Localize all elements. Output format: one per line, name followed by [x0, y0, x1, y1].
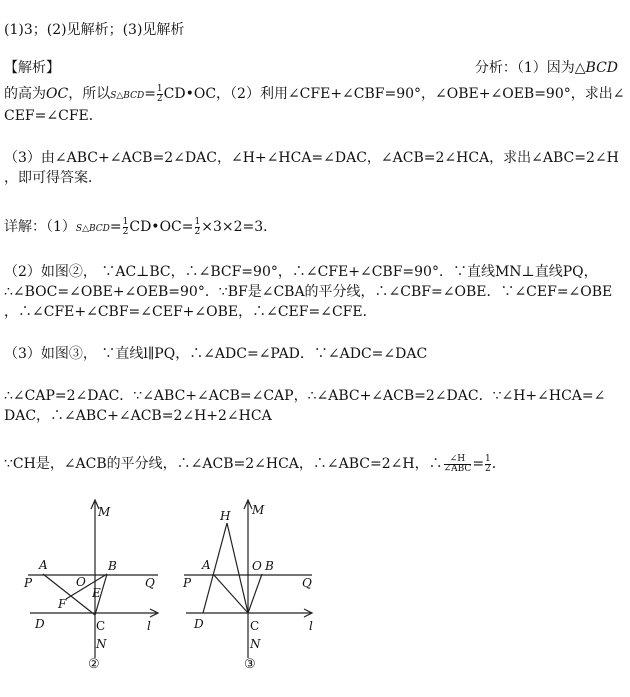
label-c: C: [250, 619, 260, 633]
analysis-line-2: CEF=∠CFE．: [4, 108, 103, 124]
analysis-line-4: ，即可得答案．: [4, 170, 102, 186]
part3-line-2: ∴∠CAP=2∠DAC．∵∠ABC+∠ACB=∠CAP，∴∠ABC+∠ACB=2∠DAC．∵∠H+∠HCA=∠: [4, 388, 606, 404]
label-p: P: [183, 576, 192, 590]
detail-line: 详解：（1）S△BCD= $\frac{1}{2}$ CD•OC= $\frac{1}{2}$ ×3×2=3．: [4, 216, 278, 237]
part2-line-3: ，∴∠CFE+∠CBF=∠CEF+∠OBE，∴∠CEF=∠CFE．: [4, 304, 377, 320]
figure-3-caption: ③: [244, 657, 256, 672]
analysis-line-3: （3）由∠ABC+∠ACB=2∠DAC，∠H+∠HCA=∠DAC，∠ACB=2∠HCA，求出∠ABC=2∠H: [4, 150, 619, 166]
segment-hc: [227, 523, 248, 613]
label-e: E: [92, 586, 101, 600]
label-c: C: [96, 619, 106, 633]
label-l: l: [309, 619, 313, 633]
answer-line: (1)3；(2)见解析；(3)见解析: [4, 22, 185, 38]
label-o: O: [252, 559, 262, 573]
label-l: l: [147, 619, 151, 633]
fraction-h-abc: $\frac{\angle H}{\text{∠ABC}}$: [443, 453, 472, 474]
label-p: P: [24, 576, 33, 590]
segment-bc: [248, 574, 262, 613]
label-n: N: [96, 637, 107, 651]
part3-line-3: DAC，∴∠ABC+∠ACB=2∠H+2∠HCA: [4, 408, 272, 424]
label-a: A: [202, 558, 211, 572]
part2-line-2: ∴∠BOC=∠OBE+∠OEB=90°．∵BF是∠CBA的平分线，∴∠CBF=∠OBE．∵∠CEF=∠OBE: [4, 284, 613, 300]
figure-2-caption: ②: [88, 657, 100, 672]
part3-line-1: （3）如图③， ∵直线l∥PQ，∴∠ADC=∠PAD．∵∠ADC=∠DAC: [4, 346, 428, 362]
figure-2: [0, 490, 180, 697]
label-h: H: [220, 509, 231, 523]
label-q: Q: [302, 576, 312, 590]
segment-ac: [43, 574, 95, 615]
part3-line-4: ∵CH是，∠ACB的平分线，∴∠ACB=2∠HCA，∴∠ABC=2∠H，∴ $\frac{\angle H}{\text{∠ABC}}$ = $\frac{1}{2}$ ．: [4, 453, 506, 474]
label-d: D: [194, 617, 204, 631]
label-f: F: [58, 597, 67, 611]
segment-ac: [213, 574, 248, 613]
label-m: M: [98, 505, 111, 519]
part2-line-1: （2）如图②， ∵AC⊥BC，∴∠BCF=90°，∴∠CFE+∠CBF=90°．∵直线MN⊥直线PQ，: [4, 264, 598, 280]
analysis-label: 分析：（1）因为△BCD: [474, 60, 618, 76]
label-n: N: [250, 637, 261, 651]
figure-3: [170, 490, 340, 697]
label-b: B: [108, 559, 117, 573]
label-a: A: [39, 558, 48, 572]
label-b: B: [265, 559, 274, 573]
label-q: Q: [145, 576, 155, 590]
label-o: O: [76, 575, 86, 589]
label-m: M: [252, 503, 265, 517]
fraction-half: $\frac{1}{2}$: [156, 83, 163, 104]
analysis-tag: 【解析】: [4, 60, 60, 76]
label-d: D: [35, 617, 45, 631]
analysis-line-1: 的高为OC，所以S△BCD= $\frac{1}{2}$ CD•OC，（2）利用∠CFE+∠CBF=90°，∠OBE+∠OEB=90°，求出∠: [4, 83, 625, 104]
